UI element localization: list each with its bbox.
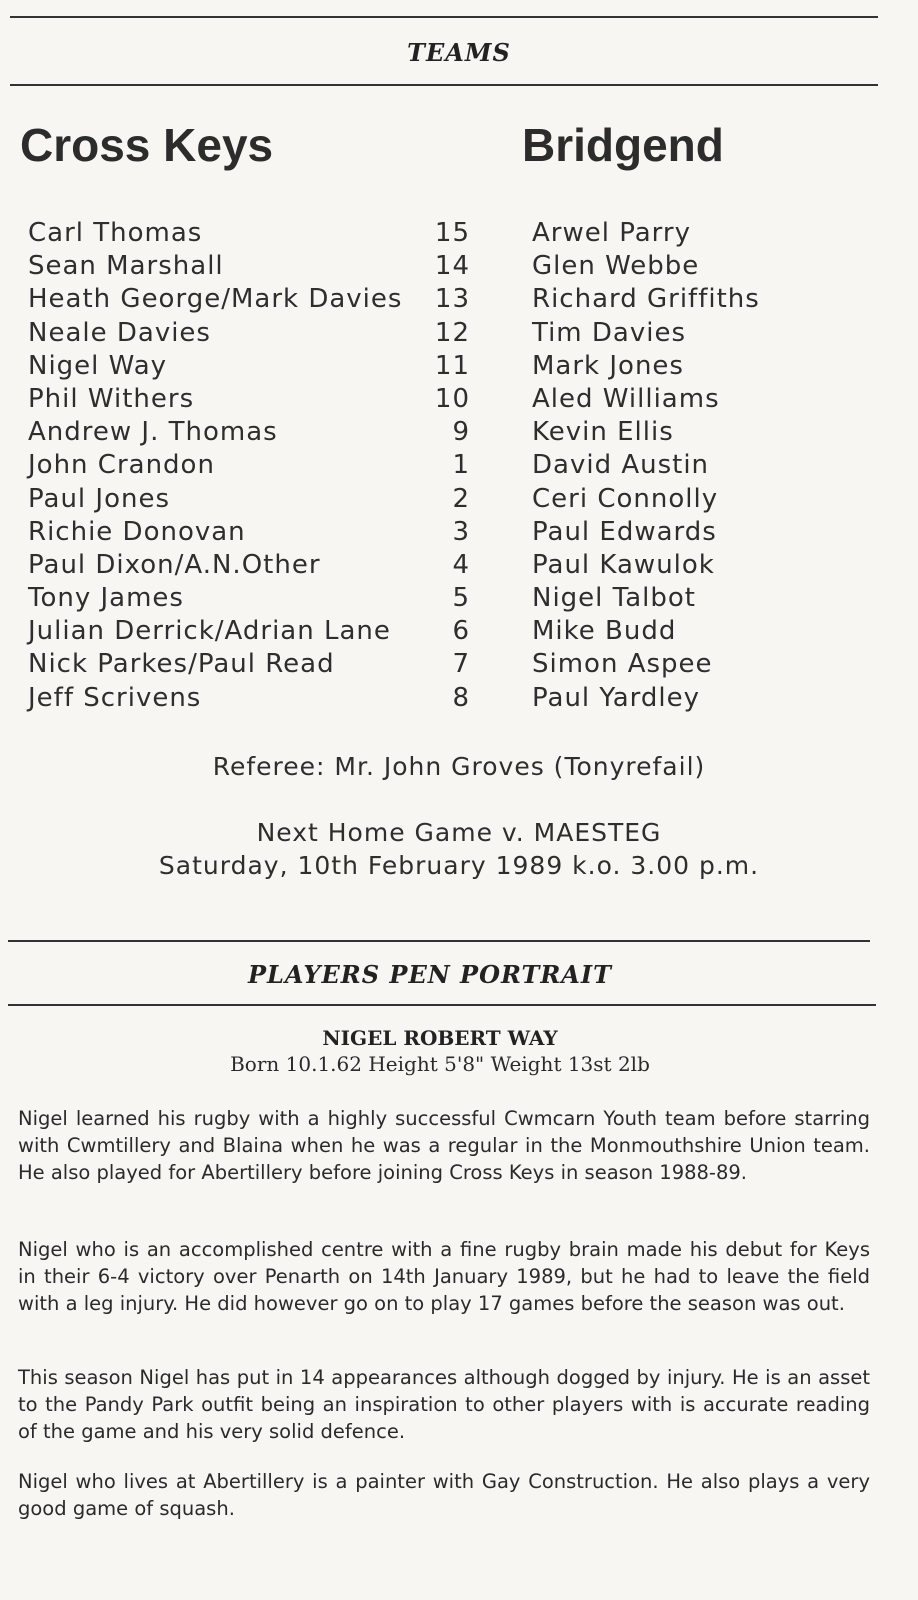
away-player: Richard Griffiths	[532, 284, 760, 315]
home-player: Sean Marshall	[28, 251, 224, 282]
roster-row	[28, 550, 908, 583]
top-rule	[10, 16, 878, 18]
roster-row	[28, 649, 908, 682]
portrait-paragraph: Nigel who is an accomplished centre with a fine rugby brain made his debut for Keys in their 6-4 victory over Penarth on 14th January 1989, but he had to leave the field with a leg injury. He did however go on to play 17 games before the season was out.	[18, 1238, 870, 1315]
roster-row	[28, 384, 908, 417]
position-number: 6	[452, 616, 470, 647]
away-player: Paul Edwards	[532, 516, 717, 547]
position-number: 14	[434, 251, 470, 282]
player-stats: Born 10.1.62 Height 5'8" Weight 13st 2lb	[230, 1052, 650, 1076]
position-number: 1	[452, 450, 470, 481]
next-game-line2: Saturday, 10th February 1989 k.o. 3.00 p.m.	[158, 851, 760, 880]
position-number: 8	[452, 682, 470, 713]
home-player: Richie Donovan	[28, 516, 246, 547]
home-player: Paul Dixon/A.N.Other	[28, 549, 321, 580]
away-player: Mark Jones	[532, 350, 684, 381]
home-player: Heath George/Mark Davies	[28, 284, 403, 315]
portrait-title: PLAYERS PEN PORTRAIT	[247, 960, 613, 989]
roster-row	[28, 284, 908, 317]
next-game-line1: Next Home Game v. MAESTEG	[256, 818, 662, 847]
teams-title-rule	[10, 84, 878, 86]
away-player: Simon Aspee	[532, 649, 713, 680]
home-team-heading: Cross Keys	[20, 119, 274, 171]
home-player: Tony James	[28, 583, 184, 614]
portrait-paragraph: This season Nigel has put in 14 appearances although dogged by injury. He is an asset to the Pandy Park outfit being an inspiration to other players with is accurate reading of the game and his very solid defence.	[18, 1366, 870, 1443]
position-number: 2	[452, 483, 470, 514]
home-player: Nigel Way	[28, 350, 168, 381]
portrait-paragraph: Nigel who lives at Abertillery is a painter with Gay Construction. He also plays a very good game of squash.	[18, 1470, 870, 1520]
position-number: 12	[434, 317, 470, 348]
roster-row	[28, 517, 908, 550]
away-player: Paul Kawulok	[532, 549, 715, 580]
away-player: Aled Williams	[532, 383, 720, 414]
portrait-top-rule	[8, 940, 870, 942]
roster-row	[28, 683, 908, 716]
away-player: Mike Budd	[532, 616, 677, 647]
player-name: NIGEL ROBERT WAY	[322, 1026, 558, 1050]
away-player: Kevin Ellis	[532, 417, 674, 448]
home-player: Julian Derrick/Adrian Lane	[28, 616, 391, 647]
away-team-heading: Bridgend	[522, 119, 724, 171]
position-number: 3	[452, 516, 470, 547]
referee-line: Referee: Mr. John Groves (Tonyrefail)	[212, 752, 706, 781]
roster-row	[28, 318, 908, 351]
away-player: Nigel Talbot	[532, 583, 697, 614]
roster-row	[28, 351, 908, 384]
position-number: 7	[452, 649, 470, 680]
home-player: Nick Parkes/Paul Read	[28, 649, 335, 680]
teams-title: TEAMS	[407, 38, 511, 67]
roster-row	[28, 251, 908, 284]
away-player: David Austin	[532, 450, 710, 481]
home-player: Andrew J. Thomas	[28, 417, 278, 448]
portrait-paragraph: Nigel learned his rugby with a highly successful Cwmcarn Youth team before starring with Cwmtillery and Blaina when he was a regular in the Monmouthshire Union team. He also played for Abertillery before joining Cross Keys in season 1988-89.	[18, 1107, 870, 1184]
home-player: Neale Davies	[28, 317, 211, 348]
roster-row	[28, 616, 908, 649]
roster-row	[28, 417, 908, 450]
roster-row	[28, 450, 908, 483]
position-number: 13	[434, 284, 470, 315]
position-number: 10	[434, 383, 470, 414]
home-player: Paul Jones	[28, 483, 171, 514]
away-player: Tim Davies	[532, 317, 687, 348]
position-number: 4	[452, 549, 470, 580]
away-player: Ceri Connolly	[532, 483, 719, 514]
position-number: 11	[434, 350, 470, 381]
position-number: 15	[434, 218, 470, 248]
home-player: John Crandon	[28, 450, 215, 481]
away-player: Paul Yardley	[532, 682, 700, 713]
team-roster	[28, 218, 908, 716]
home-player: Jeff Scrivens	[28, 682, 202, 713]
position-number: 5	[452, 583, 470, 614]
roster-row	[28, 218, 908, 251]
home-player: Phil Withers	[28, 383, 195, 414]
position-number: 9	[452, 417, 470, 448]
roster-row	[28, 583, 908, 616]
home-player: Carl Thomas	[28, 218, 203, 248]
away-player: Glen Webbe	[532, 251, 700, 282]
away-player: Arwel Parry	[532, 218, 691, 248]
portrait-title-rule	[8, 1004, 876, 1006]
roster-row	[28, 484, 908, 517]
